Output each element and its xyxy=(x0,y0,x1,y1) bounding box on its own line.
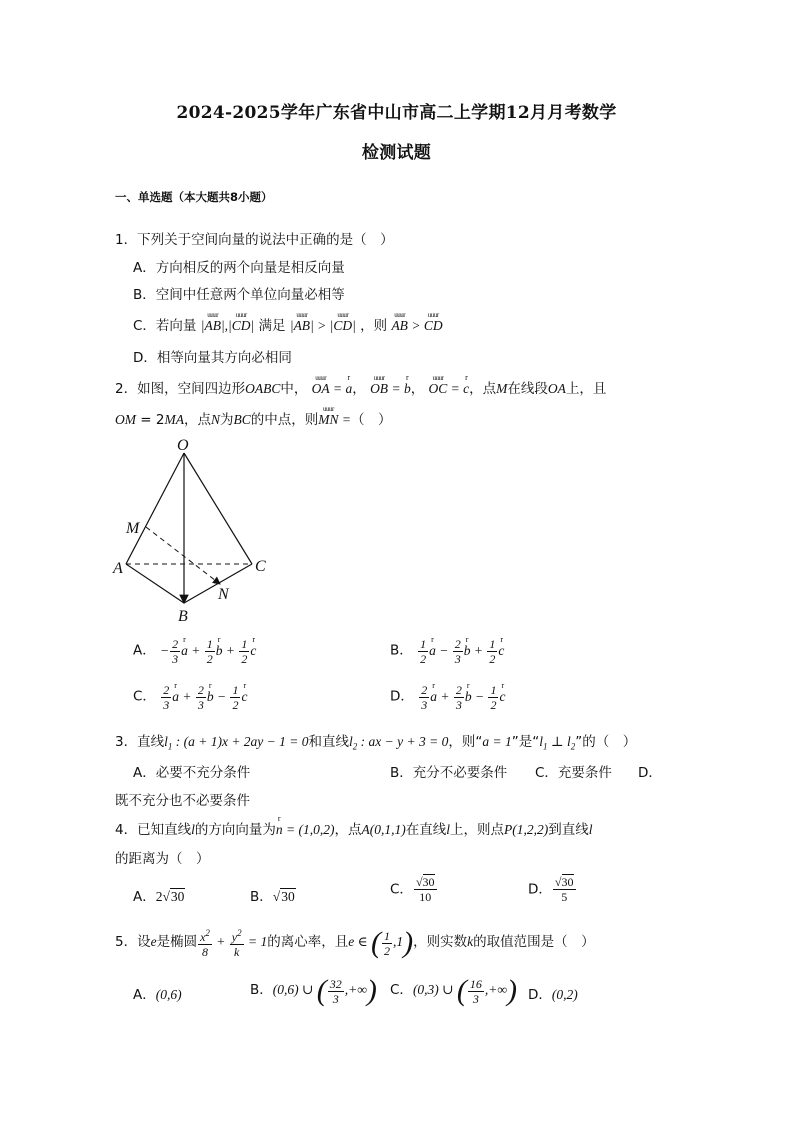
q5-option-d-label: D． xyxy=(528,987,552,1003)
q2-option-c xyxy=(133,684,247,711)
q4-text: 的方向向量为 xyxy=(194,822,276,838)
q5-option-a xyxy=(133,983,182,1003)
q5-text: ，则实数 xyxy=(413,934,468,951)
q5-math: $\frac{x^2}{8}$ + $\frac{y^2}{k}$ = 1 xyxy=(200,927,268,959)
q2-math: uuur OC = r c xyxy=(428,381,469,396)
q2-option-c-math: $\frac{2}{3}$ r a + $\frac{2}{3}$ r b − $\frac{1}{2}$ r c xyxy=(160,689,247,704)
q5-option-d xyxy=(528,983,578,1003)
q2-option-c-label: C． xyxy=(133,688,156,705)
label-N: N xyxy=(218,586,229,603)
q2-text: ，点 xyxy=(183,412,211,428)
q1-stem: 1．下列关于空间向量的说法中正确的是（ ） xyxy=(115,232,394,248)
q1-option-c-label: C．若向量 xyxy=(133,318,197,334)
q4-option-d xyxy=(528,876,577,903)
q1-option-c-then: ，则 xyxy=(360,318,388,334)
q3-option-b: B．充分不必要条件 xyxy=(390,765,508,781)
q5-option-b-math: (0,6) ∪ ( $\frac{32}{3}$ ,+∞) xyxy=(272,974,377,1007)
q4-option-c-math: $\frac{√30}{10}$ xyxy=(415,875,435,904)
q1-option-c-math3: uuur AB > uuur CD xyxy=(391,318,442,333)
q4-text: 到直线 xyxy=(548,822,589,838)
q1-option-b: B．空间中任意两个单位向量必相等 xyxy=(133,287,345,303)
edge-OC xyxy=(184,453,252,564)
q4-math: l xyxy=(588,822,593,837)
q3-option-c: C．充要条件 xyxy=(535,765,612,781)
q2-stem-line1: 2．如图，空间四边形OABC中， uuur OA = r a， uuur OB = r b， uuur OC = r c，点M在线段OA上，且 xyxy=(115,377,606,397)
q5-option-c-label: C． xyxy=(390,982,413,999)
q2-text: 为 xyxy=(220,412,234,428)
q5-option-a-label: A． xyxy=(133,987,156,1003)
q3-option-a: A．必要不充分条件 xyxy=(133,765,251,781)
q2-text: ，点 xyxy=(469,381,497,397)
q2-text: （ ） xyxy=(351,412,392,428)
q2-stem-line2: OM = 2MA，点N为BC的中点，则uuur MN =（ ） xyxy=(115,408,392,428)
q1-option-c-math1: |uuur AB|,|uuur CD| xyxy=(201,318,255,333)
q5-option-c xyxy=(390,976,517,1006)
q4-option-d-label: D． xyxy=(528,881,552,898)
q4-option-c-label: C． xyxy=(390,881,413,898)
q4-option-c xyxy=(390,876,438,903)
q2-math: OM xyxy=(115,412,136,427)
q4-math: r n = (1,0,2) xyxy=(276,822,335,837)
q5-option-b xyxy=(250,976,377,1006)
segment-MN-dashed xyxy=(146,527,220,584)
q4-option-b-label: B． xyxy=(250,889,273,905)
label-A: A xyxy=(113,560,123,577)
q3-math: $l_1$ ⊥ $l_2$ xyxy=(539,734,576,752)
document-title: 2024-2025学年广东省中山市高二上学期12月月考数学 xyxy=(176,103,617,123)
q2-math: BC xyxy=(233,412,251,427)
q2-math: N xyxy=(210,412,220,427)
q2-text: 中， xyxy=(280,381,308,397)
q5-text: 的取值范围是（ ） xyxy=(473,934,595,951)
q2-math: uuur MN = xyxy=(318,412,351,427)
q3-math: $l_2$ : ax − y + 3 = 0 xyxy=(349,734,449,752)
q4-stem-line1 xyxy=(115,818,593,838)
q3-math: a = 1 xyxy=(482,734,512,749)
q3-option-d-cont: 既不充分也不必要条件 xyxy=(115,793,250,809)
q3-text: ，则“ xyxy=(448,734,483,750)
q4-math: P(1,2,2) xyxy=(503,822,549,837)
q4-math: l xyxy=(446,822,450,837)
document-subtitle: 检测试题 xyxy=(361,143,432,163)
q2-math: OABC xyxy=(245,381,281,396)
q5-stem xyxy=(115,928,595,958)
q4-stem-line2: 的距离为（ ） xyxy=(115,851,210,867)
label-C: C xyxy=(255,558,266,575)
q2-option-b-label: B． xyxy=(390,642,413,659)
q4-option-b-math: √30 xyxy=(272,889,295,904)
q5-math: k xyxy=(467,934,474,950)
q2-math: OA xyxy=(547,381,566,396)
q5-option-c-math: (0,3) ∪ ( $\frac{16}{3}$ ,+∞) xyxy=(412,974,517,1007)
q2-option-a-label: A． xyxy=(133,642,156,659)
label-M: M xyxy=(126,520,140,537)
q3-text: ”是“ xyxy=(511,734,540,750)
label-B: B xyxy=(178,608,188,625)
q2-option-a-math: − $\frac{2}{3}$ r a + $\frac{1}{2}$ r b + $\frac{1}{2}$ r c xyxy=(160,643,256,658)
edge-OA xyxy=(126,453,184,564)
q4-option-b xyxy=(250,885,296,905)
q2-math: M xyxy=(496,381,508,396)
q4-option-a-math: 2√30 xyxy=(155,889,185,904)
tetrahedron-figure xyxy=(100,435,290,625)
q2-option-d xyxy=(390,684,505,711)
q1-option-c-math2: |uuur AB| > |uuur CD| xyxy=(290,318,356,333)
q2-math: uuur OA = r a xyxy=(312,381,353,396)
q5-text: 是椭圆 xyxy=(156,934,198,951)
q2-option-b xyxy=(390,638,504,665)
q5-option-d-math: (0,2) xyxy=(551,987,578,1002)
label-O: O xyxy=(177,437,189,454)
q4-text: 在直线 xyxy=(405,822,447,838)
q2-text: 在线段 xyxy=(507,381,548,397)
q5-text: 的离心率，且 xyxy=(267,934,349,951)
q4-text: 上，则点 xyxy=(449,822,504,838)
q2-option-a xyxy=(133,638,256,665)
q2-text: 上，且 xyxy=(565,381,607,397)
q3-stem xyxy=(115,730,636,752)
q1-option-c xyxy=(133,314,443,334)
q4-option-d-math: $\frac{√30}{5}$ xyxy=(554,875,574,904)
q5-math: e xyxy=(150,934,157,950)
q2-option-b-math: $\frac{1}{2}$ r a − $\frac{2}{3}$ r b + $\frac{1}{2}$ r c xyxy=(417,643,504,658)
q2-text: 2．如图，空间四边形 xyxy=(115,381,246,397)
q5-math: e ∈ ( $\frac{1}{2}$ ,1) xyxy=(348,926,414,959)
q3-math: $l_1$ : (a + 1)x + 2ay − 1 = 0 xyxy=(164,734,309,752)
q1-option-c-text: 满足 xyxy=(258,318,286,334)
q3-option-d: D． xyxy=(638,765,662,781)
q2-math: uuur OB = r b xyxy=(370,381,411,396)
q4-option-a-label: A． xyxy=(133,889,156,905)
q4-text: 4．已知直线 xyxy=(115,822,192,838)
q3-text: 3．直线 xyxy=(115,734,165,750)
q1-option-d: D．相等向量其方向必相同 xyxy=(133,350,292,366)
q2-math: MA xyxy=(164,412,184,427)
q1-option-a: A．方向相反的两个向量是相反向量 xyxy=(133,260,345,276)
edge-AB xyxy=(126,564,184,603)
section-heading: 一、单选题（本大题共8小题） xyxy=(115,190,273,204)
q4-math: l xyxy=(191,822,195,837)
q2-option-d-math: $\frac{2}{3}$ r a + $\frac{2}{3}$ r b − $\frac{1}{2}$ r c xyxy=(418,689,505,704)
q3-text: 和直线 xyxy=(308,734,350,750)
q2-option-d-label: D． xyxy=(390,688,414,705)
q4-math: A(0,1,1) xyxy=(361,822,406,837)
q5-text: 5．设 xyxy=(115,934,151,951)
q5-option-a-math: (0,6) xyxy=(155,987,182,1002)
q4-option-a xyxy=(133,885,185,905)
q5-option-b-label: B． xyxy=(250,982,273,999)
q2-text: 的中点，则 xyxy=(250,412,319,428)
q4-text: ，点 xyxy=(334,822,362,838)
q3-text: ”的（ ） xyxy=(575,734,637,750)
